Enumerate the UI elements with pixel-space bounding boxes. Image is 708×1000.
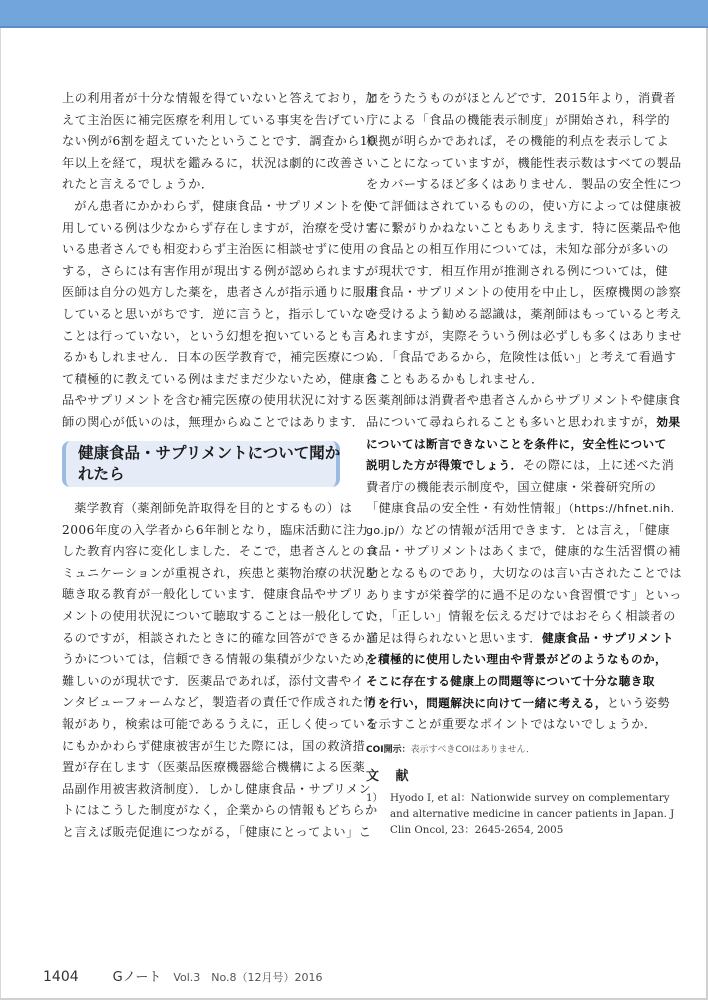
- reference-text: [390, 790, 674, 838]
- text-segment: 満足は得られないと思います．: [366, 630, 542, 645]
- text-line: 費者庁の機能表示制度や，国立健康・栄養研究所の: [366, 479, 657, 494]
- text-segment: 品について尋ねられることも多いと思われますが，: [366, 414, 657, 429]
- paragraph-3: [62, 498, 378, 844]
- url-text: （https://hfnet.nih.: [568, 502, 675, 516]
- text-line: れたと言えるでしょうか．: [62, 177, 214, 192]
- reference-line: and alternative medicine in cancer patients in Japan. J: [390, 807, 675, 820]
- text-line: を受けるよう勧める認識は，薬剤師はもっていると考え: [366, 306, 682, 321]
- text-line: がん患者にかかわらず，健康食品・サプリメントを使: [74, 198, 376, 213]
- text-line: [366, 671, 655, 693]
- text-line: [366, 628, 674, 650]
- right-column: [366, 88, 682, 838]
- text-line: メントの使用状況について聴取することは一般化してい: [62, 608, 378, 623]
- text-line: ミュニケーションが重視され，疾患と薬物治療の状況を: [62, 565, 378, 580]
- text-line: する，さらには有害作用が現出する例が認められます．: [62, 263, 377, 278]
- text-line: うかについては，信頼できる情報の集積が少ないため，: [62, 652, 378, 667]
- section-heading-line: 健康食品・サプリメントについて聞か: [78, 444, 341, 462]
- emphasis-text: りを行い，問題解決に向けて一緒に考える，: [366, 695, 607, 710]
- emphasis-text: を積極的に使用したい理由や背景がどのようなものか，: [366, 652, 668, 667]
- text-line: が現状です．相互作用が推測される例については，健: [366, 263, 669, 278]
- text-segment: という姿勢: [606, 695, 671, 710]
- text-line: 聴き取る教育が一般化しています．健康食品やサプリ: [62, 587, 364, 602]
- text-line: 根拠が明らかであれば，その機能的利点を表示してよ: [366, 134, 670, 149]
- coi-disclosure: [366, 742, 649, 755]
- section-heading: [62, 441, 340, 487]
- coi-text: 表示すべきCOIはありません．: [410, 744, 535, 755]
- text-line: [366, 498, 675, 520]
- text-line: ることもあるかもしれません．: [366, 371, 544, 386]
- page-footer: [43, 966, 323, 985]
- reference-number: 1）: [366, 791, 383, 804]
- text-line: と言えば販売促進につながる，「健康にとってよい」こ: [62, 824, 372, 839]
- text-line: 薬剤師は消費者や患者さんからサプリメントや健康食: [378, 393, 681, 408]
- emphasis-text: 健康食品・サプリメント: [541, 630, 674, 645]
- text-line: いことになっていますが，機能性表示数はすべての製品: [366, 155, 682, 170]
- journal-issue: Vol.3 No.8（12月号）2016: [173, 971, 323, 984]
- text-line: 庁による「食品の機能表示制度」が開始され，科学的: [366, 112, 671, 127]
- text-line: した教育内容に変化しました．そこで，患者さんとのコ: [62, 544, 378, 559]
- text-line: していると思いがちです．逆に言うと，指示していない: [62, 306, 377, 321]
- text-line: 用している例は少なからず存在しますが，治療を受けて: [62, 220, 378, 235]
- text-line: トにはこうした制度がなく，企業からの情報もどちらか: [62, 803, 378, 818]
- text-line: られますが，実際そういう例は必ずしも多くはありませ: [366, 328, 682, 343]
- text-line: 康食品・サプリメントの使用を中止し，医療機関の診察: [366, 285, 682, 300]
- text-line: 品やサプリメントを含む補完医療の使用状況に対する医: [62, 393, 378, 408]
- text-segment: などの情報が活用できます．とは言え，「健康: [410, 522, 670, 537]
- journal-name: Gノート: [112, 970, 162, 985]
- text-line: [366, 649, 668, 671]
- emphasis-text: 効果: [656, 414, 681, 429]
- text-line: て積極的に教えている例はまだまだ少ないため，健康食: [62, 371, 378, 386]
- emphasis-text: 説明した方が得策でしょう．: [366, 458, 523, 473]
- text-line: 食品・サプリメントはあくまで，健康的な生活習慣の補: [366, 544, 681, 559]
- page-number: 1404: [43, 969, 79, 985]
- text-line: 報があり，検索は可能であるうえに，正しく使っている: [62, 716, 378, 731]
- text-line: いて評価はされているものの，使い方によっては健康被: [366, 198, 682, 213]
- left-column-lower: [62, 498, 378, 844]
- text-segment: その際には，上に述べた消: [522, 458, 675, 473]
- page-left-edge: [0, 28, 1, 1000]
- text-line: [366, 434, 667, 456]
- coi-label: COI開示：: [366, 744, 411, 755]
- text-line: えて主治医に補完医療を利用している事実を告げてい: [62, 112, 366, 127]
- paragraph-4: [366, 88, 682, 390]
- emphasis-text: そこに存在する健康上の問題等について十分な聴き取: [366, 674, 655, 689]
- text-segment: 「健康食品の安全性・有効性情報」: [366, 501, 569, 516]
- references-heading: 文 献: [366, 768, 415, 784]
- text-line: ん．「食品であるから，危険性は低い」と考えて看過す: [366, 350, 677, 365]
- reference-line: Clin Oncol, 23：2645-2654, 2005: [390, 823, 564, 836]
- text-line: るのですが，相談されたときに的確な回答ができるかど: [62, 630, 378, 645]
- text-line: の食品との相互作用については，未知な部分が多いの: [366, 242, 670, 257]
- emphasis-text: については断言できないことを条件に，安全性について: [366, 436, 667, 451]
- text-line: 薬学教育（薬剤師免許取得を目的とするもの）は: [74, 501, 353, 515]
- text-line: 師の関心が低いのは，無理からぬことではあります．: [62, 414, 365, 429]
- text-line: 害に繋がりかねないこともありえます．特に医薬品や他: [366, 220, 681, 235]
- text-line: [366, 693, 671, 715]
- url-text: go.jp/）: [366, 523, 411, 537]
- top-color-bar: [0, 0, 708, 28]
- text-line: を示すことが重要なポイントではないでしょうか．: [366, 717, 657, 732]
- text-line: [366, 412, 681, 434]
- text-line: 助となるものであり，大切なのは言い古されたことでは: [366, 566, 682, 581]
- text-line: た，「正しい」情報を伝えるだけではおそらく相談者の: [366, 609, 676, 624]
- text-line: とをうたうものがほとんどです．2015年より，消費者: [366, 91, 676, 105]
- reference-line: Hyodo I, et al：Nationwide survey on complementary: [390, 791, 670, 804]
- paragraph-5: [366, 390, 682, 736]
- section-heading-line: れたら: [78, 465, 125, 483]
- text-line: [366, 455, 675, 477]
- text-line: ンタビューフォームなど，製造者の責任で作成された情: [62, 695, 377, 710]
- text-line: 品副作用被害救済制度）．しかし健康食品・サプリメン: [62, 781, 372, 796]
- text-line: 難しいのが現状です．医薬品であれば，添付文書やイ: [62, 673, 365, 688]
- text-line: るかもしれません．日本の医学教育で，補完医療につい: [62, 350, 379, 365]
- left-column: [62, 88, 379, 434]
- text-line: ない例が6割を超えていたということです．調査から10: [62, 134, 377, 149]
- text-line: いる患者さんでも相変わらず主治医に相談せずに使用: [62, 242, 366, 257]
- text-line: ありますが栄養学的に過不足のない食習慣です」といっ: [366, 587, 682, 602]
- text-line: 置が存在します（医薬品医療機器総合機構による医薬: [62, 760, 366, 775]
- text-line: 2006年度の入学者から6年制となり，臨床活動に注力: [62, 522, 369, 537]
- text-line: [366, 520, 670, 542]
- reference-item: [366, 790, 675, 838]
- text-line: 年以上を経て，現状を鑑みるに，状況は劇的に改善さ: [62, 155, 366, 170]
- text-line: をカバーするほど多くはありません．製品の安全性につ: [366, 177, 682, 192]
- text-line: にもかかわらず健康被害が生じた際には，国の救済措: [62, 738, 366, 753]
- paragraph-2: [62, 196, 379, 434]
- text-line: ことは行っていない，という幻想を抱いているとも言え: [62, 328, 378, 343]
- text-line: 医師は自分の処方した薬を，患者さんが指示通りに服用: [62, 285, 378, 300]
- text-line: 上の利用者が十分な情報を得ていないと答えており，加: [62, 91, 378, 105]
- paragraph-1: [62, 88, 378, 196]
